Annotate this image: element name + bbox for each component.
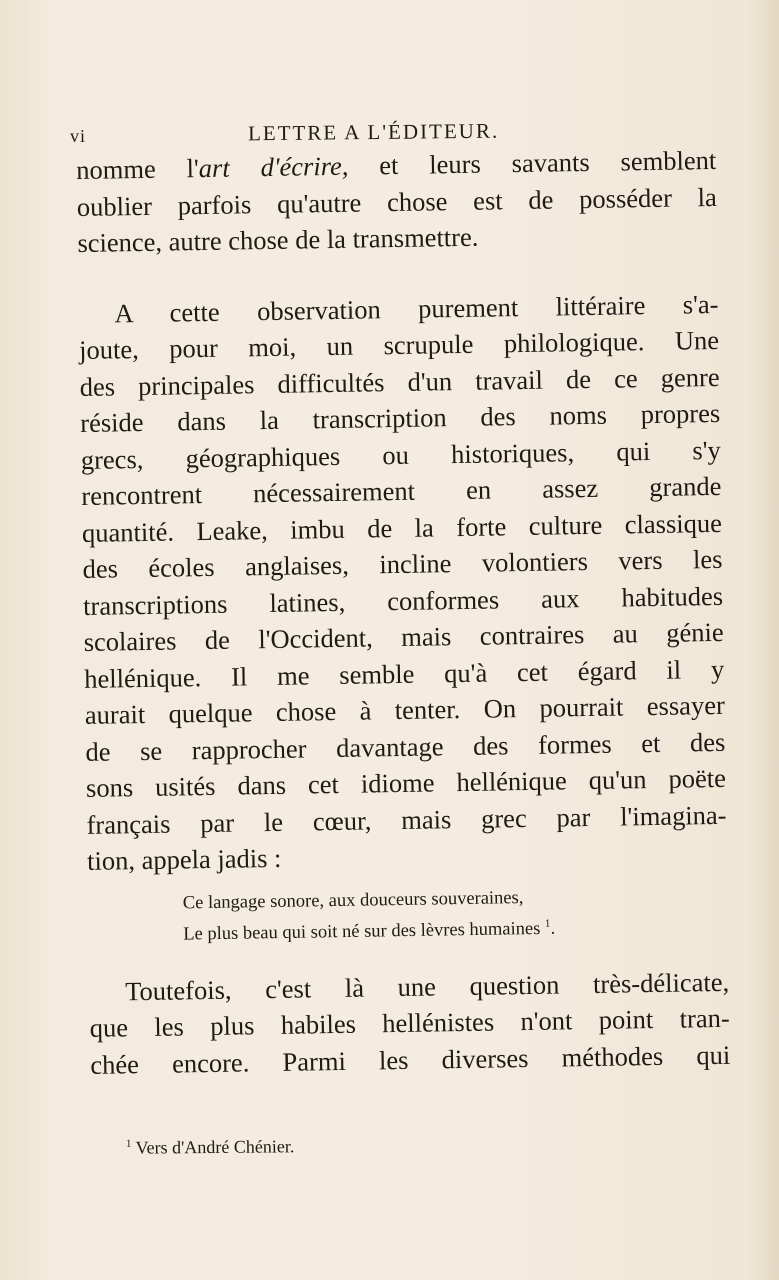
paragraph2-line: hellénique. Il me semble qu'à cet égard il y <box>84 653 725 694</box>
footnote-reference: 1 <box>544 917 551 930</box>
verse-quote-line1: Ce langage sonore, aux douceurs souveraines, <box>182 887 524 913</box>
footnote <box>126 1136 294 1158</box>
paragraph2-line: aurait quelque chose à tenter. On pourrait essayer <box>84 689 725 730</box>
paragraph1-line1: nomme l'art d'écrire, et leurs savants semblent <box>76 144 717 185</box>
italic-phrase: art d'écrire, <box>198 150 349 184</box>
paragraph2-line: joute, pour moi, un scrupule philologique. Une <box>78 324 720 365</box>
paragraph2-line: français par le cœur, mais grec par l'imagina- <box>86 799 727 840</box>
paragraph2-line: des principales difficultés d'un travail de ce genre <box>79 361 720 402</box>
paragraph3-line: Toutefois, c'est là une question très-délicate, <box>124 966 730 1006</box>
running-title: LETTRE A L'ÉDITEUR. <box>247 118 500 146</box>
paragraph3-line: chée encore. Parmi les diverses méthodes qui <box>90 1039 731 1080</box>
verse-quote-line2: Le plus beau qui soit né sur des lèvres humaines $^1$. <box>183 917 556 945</box>
paragraph2-line: grecs, géographiques ou historiques, qui s'y <box>80 434 721 475</box>
footnote-text: Vers d'André Chénier. <box>131 1136 295 1158</box>
paragraph2-line: de se rapprocher davantage des formes et des <box>85 726 726 767</box>
body-text <box>76 142 731 1083</box>
paragraph2-line: A cette observation purement littéraire s'a- <box>114 288 719 328</box>
paragraph2-line: réside dans la transcription des noms propres <box>80 397 721 438</box>
paragraph2-line: tion, appela jadis : <box>86 842 282 876</box>
paragraph2-line: transcriptions latines, conformes aux habitudes <box>82 580 724 621</box>
paragraph1-line2: oublier parfois qu'autre chose est de posséder la <box>76 181 718 222</box>
paragraph1-line3: science, autre chose de la transmettre. <box>77 221 479 258</box>
paragraph2-line: quantité. Leake, imbu de la forte culture classique <box>81 507 723 548</box>
paragraph2-line: scolaires de l'Occident, mais contraires au génie <box>83 616 724 657</box>
page-number: vi <box>70 126 87 146</box>
footnote-marker: 1 <box>125 1137 132 1150</box>
paragraph2-line: des écoles anglaises, incline volontiers vers les <box>82 543 723 584</box>
paragraph2-line: rencontrent nécessairement en assez grande <box>81 470 722 511</box>
paragraph3-line: que les plus habiles hellénistes n'ont point tran- <box>89 1002 730 1043</box>
paragraph2-line: sons usités dans cet idiome hellénique qu'un poëte <box>85 762 727 803</box>
